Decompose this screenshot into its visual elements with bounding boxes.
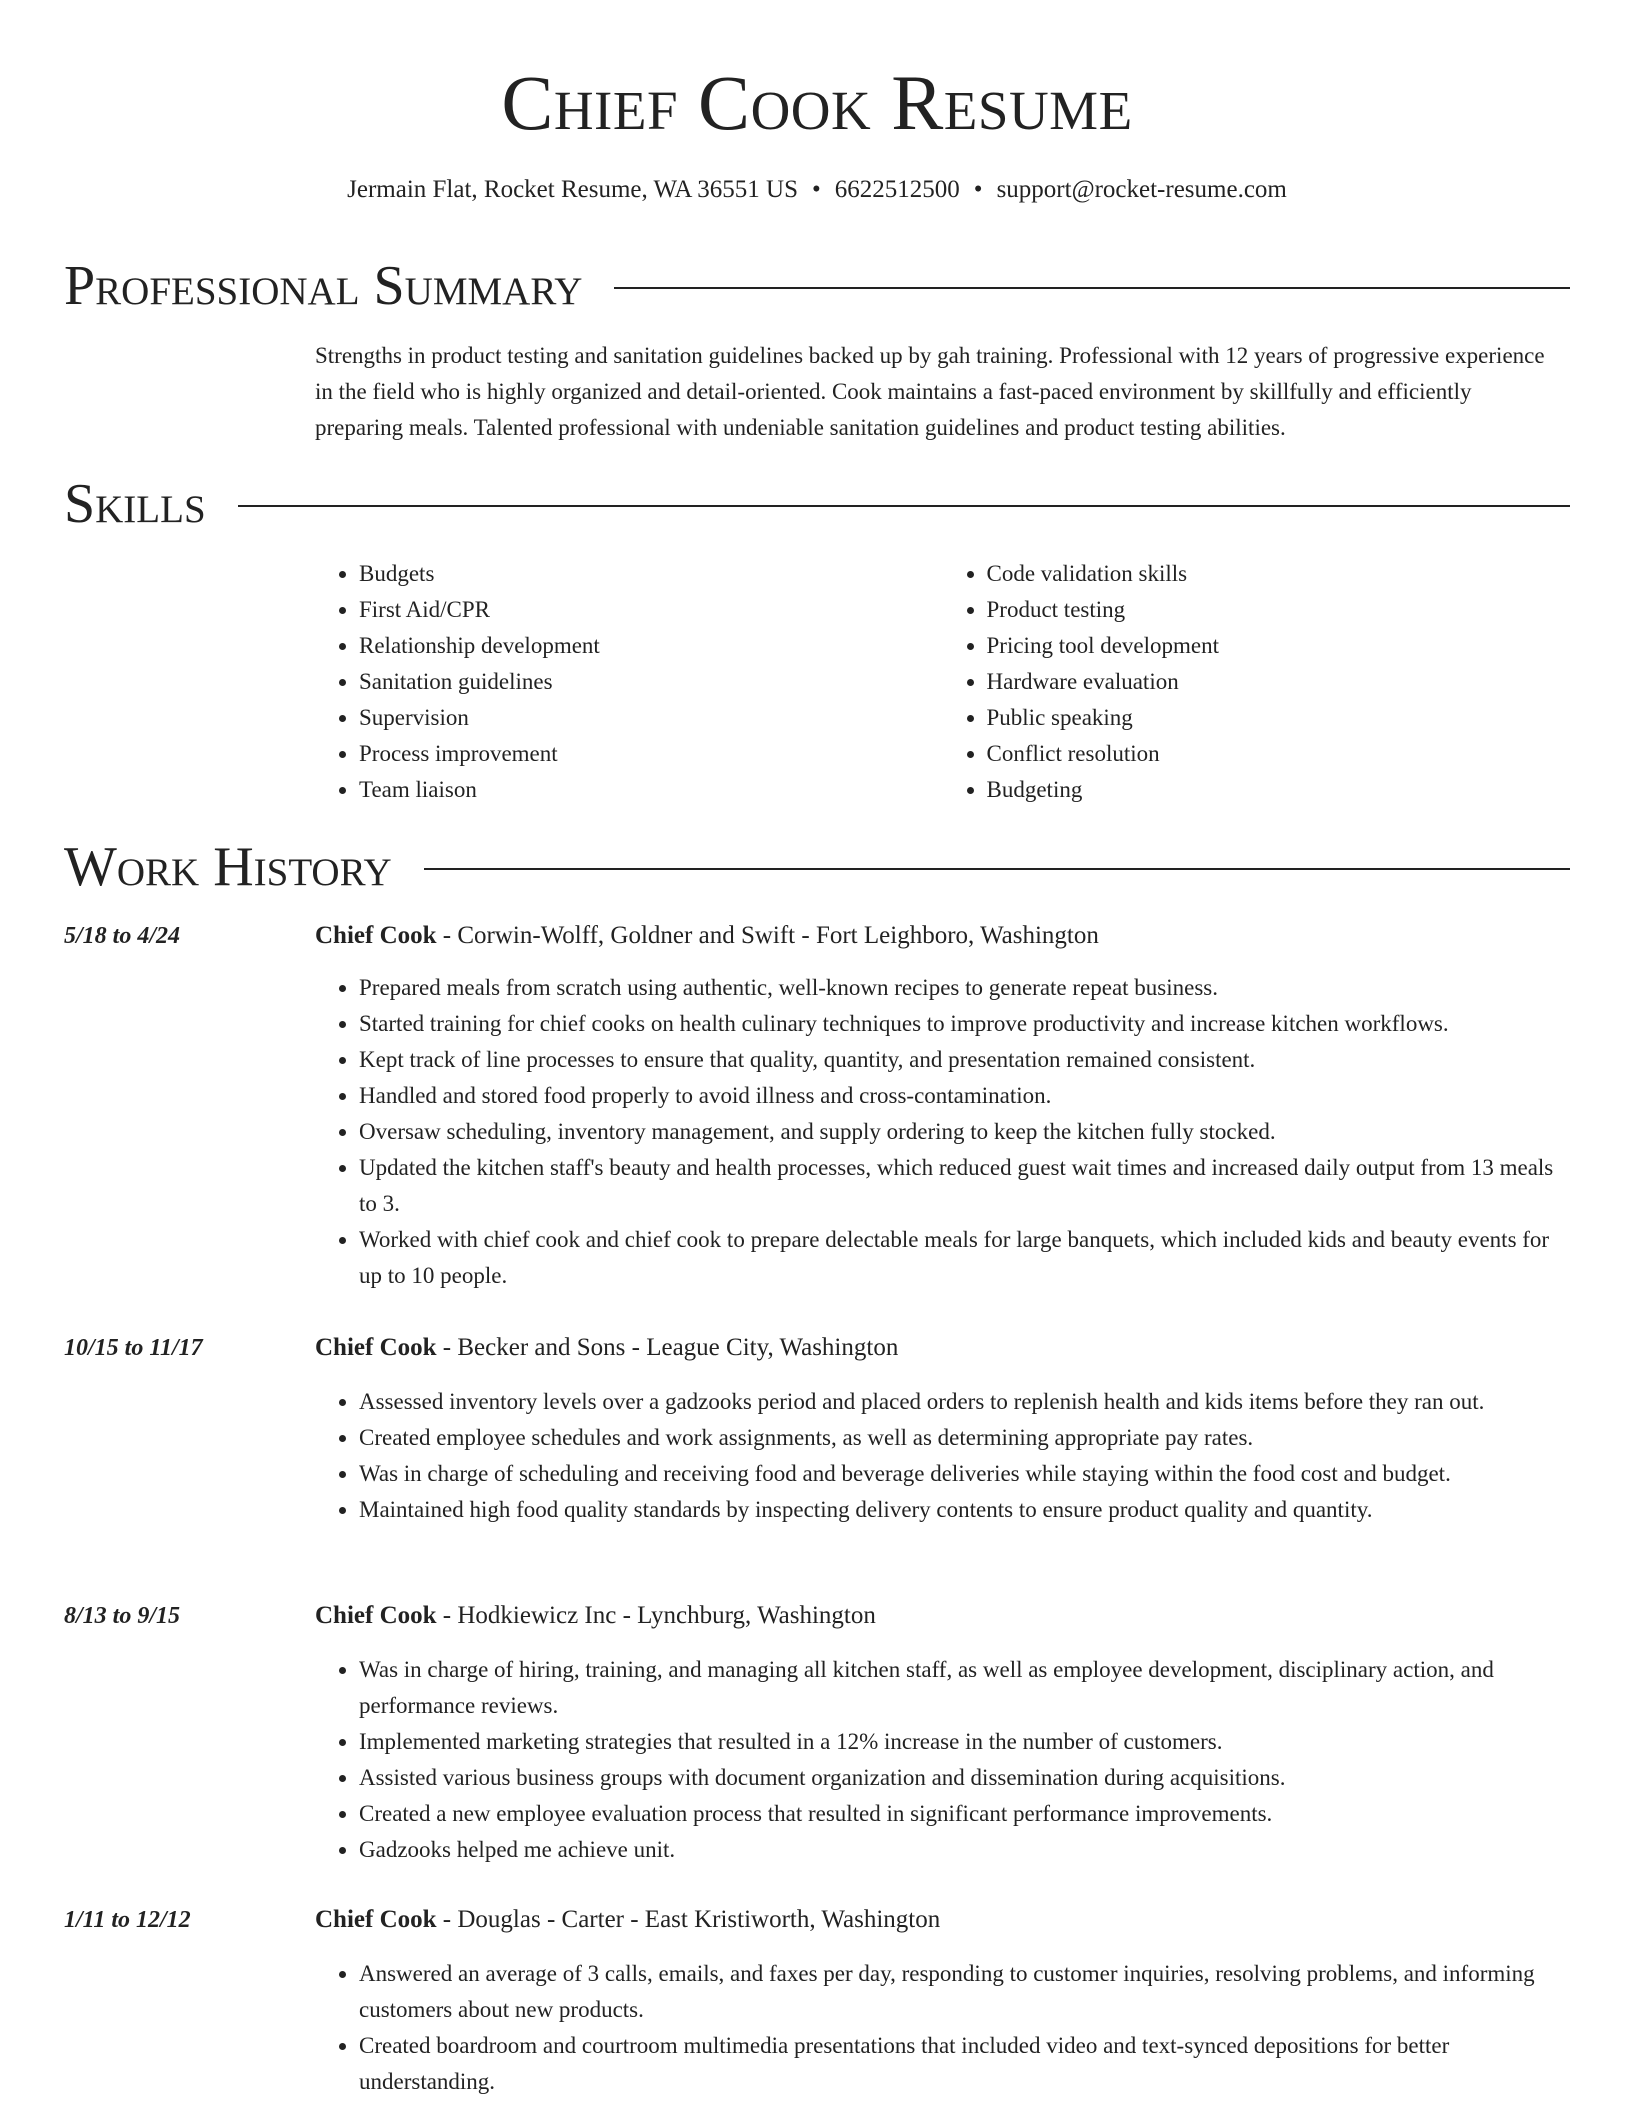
job-bullet: • Handled and stored food properly to avoid illness and cross-contamination.: [359, 1078, 1570, 1114]
skills-list-right: [943, 556, 1571, 808]
work-section-heading: [64, 835, 1570, 899]
contact-separator: •: [812, 176, 821, 203]
job-details: - Hodkiewicz Inc - Lynchburg, Washington: [436, 1602, 876, 1629]
job-bullet: • Worked with chief cook and chief cook to prepare delectable meals for large banquets, which included kids and beauty events for up to 10 people.: [359, 1222, 1570, 1294]
skill-item: • Process improvement: [359, 736, 943, 772]
skill-item: • Budgets: [359, 556, 943, 592]
skills-heading: Skills: [64, 473, 206, 535]
job-header: [315, 918, 1099, 954]
skills-grid: [315, 556, 1570, 808]
skill-item: • First Aid/CPR: [359, 592, 943, 628]
skill-item: • Relationship development: [359, 628, 943, 664]
job-bullet-list: [315, 1956, 1570, 2100]
summary-text: Strengths in product testing and sanitation guidelines backed up by gah training. Professional with 12 years of progressive experience in the field who is highly organized and detail-oriented. Cook maintains a fast-paced environment by skillfully and efficiently preparing meals. Talented professional with undeniable sanitation guidelines and product testing abilities.: [315, 343, 1545, 440]
page-title: Chief Cook Resume: [501, 59, 1133, 146]
work-heading: Work History: [64, 836, 392, 898]
job-title: Chief Cook: [315, 1602, 437, 1629]
job-details: - Douglas - Carter - East Kristiworth, Washington: [436, 1906, 941, 1933]
job-title: Chief Cook: [315, 1334, 437, 1361]
job-bullet: • Created a new employee evaluation process that resulted in significant performance improvements.: [359, 1796, 1570, 1832]
contact-separator: •: [973, 176, 983, 203]
job-bullet: • Started training for chief cooks on health culinary techniques to improve productivity and increase kitchen workflows.: [359, 1006, 1570, 1042]
contact-line: [64, 172, 1570, 208]
skill-item: • Pricing tool development: [987, 628, 1571, 664]
job-bullet: • Assisted various business groups with document organization and dissemination during acquisitions.: [359, 1760, 1570, 1796]
skill-item: • Hardware evaluation: [987, 664, 1571, 700]
job-bullet: • Was in charge of hiring, training, and managing all kitchen staff, as well as employee development, disciplinary action, and performance reviews.: [359, 1652, 1570, 1724]
job-bullet: • Created boardroom and courtroom multimedia presentations that included video and text-synced depositions for better understanding.: [359, 2028, 1570, 2100]
job-header: [315, 1330, 898, 1366]
section-divider: [424, 868, 1570, 870]
job-bullet: • Gadzooks helped me achieve unit.: [359, 1832, 1570, 1868]
job-dates: 8/13 to 9/15: [64, 1603, 181, 1629]
job-header: [315, 1902, 940, 1938]
job-bullet: • Answered an average of 3 calls, emails, and faxes per day, responding to customer inquiries, resolving problems, and informing customers about new products.: [359, 1956, 1570, 2028]
skill-item: • Conflict resolution: [987, 736, 1571, 772]
job-bullet: • Oversaw scheduling, inventory management, and supply ordering to keep the kitchen fully stocked.: [359, 1114, 1570, 1150]
job-bullet: • Assessed inventory levels over a gadzooks period and placed orders to replenish health and kids items before they ran out.: [359, 1384, 1570, 1420]
job-bullet: • Created employee schedules and work assignments, as well as determining appropriate pay rates.: [359, 1420, 1570, 1456]
contact-email: support@rocket-resume.com: [996, 176, 1287, 203]
job-bullet: • Updated the kitchen staff's beauty and health processes, which reduced guest wait times and increased daily output from 13 meals to 3.: [359, 1150, 1570, 1222]
job-bullet: • Implemented marketing strategies that resulted in a 12% increase in the number of customers.: [359, 1724, 1570, 1760]
summary-heading: Professional Summary: [64, 255, 583, 317]
section-divider: [614, 287, 1570, 289]
job-bullet: • Was in charge of scheduling and receiving food and beverage deliveries while staying within the food cost and budget.: [359, 1456, 1570, 1492]
job-bullet-list: [315, 1652, 1570, 1868]
contact-address: Jermain Flat, Rocket Resume, WA 36551 US: [347, 176, 799, 203]
skills-list-left: [315, 556, 943, 808]
section-divider: [238, 505, 1570, 507]
skills-section-heading: [64, 472, 1570, 536]
job-bullet: • Kept track of line processes to ensure that quality, quantity, and presentation remained consistent.: [359, 1042, 1570, 1078]
job-title: Chief Cook: [315, 1906, 437, 1933]
skill-item: • Public speaking: [987, 700, 1571, 736]
skill-item: • Supervision: [359, 700, 943, 736]
skill-item: • Budgeting: [987, 772, 1571, 808]
skill-item: • Code validation skills: [987, 556, 1571, 592]
job-header: [315, 1598, 876, 1634]
summary-section-heading: [64, 254, 1570, 318]
skill-item: • Team liaison: [359, 772, 943, 808]
job-dates: 10/15 to 11/17: [64, 1335, 203, 1361]
job-details: - Becker and Sons - League City, Washington: [436, 1334, 899, 1361]
contact-phone: 6622512500: [834, 176, 960, 203]
job-bullet: • Maintained high food quality standards by inspecting delivery contents to ensure product quality and quantity.: [359, 1492, 1570, 1528]
job-bullet: • Prepared meals from scratch using authentic, well-known recipes to generate repeat business.: [359, 970, 1570, 1006]
job-title: Chief Cook: [315, 922, 437, 949]
job-dates: 1/11 to 12/12: [64, 1907, 191, 1933]
skill-item: • Sanitation guidelines: [359, 664, 943, 700]
skill-item: • Product testing: [987, 592, 1571, 628]
job-dates: 5/18 to 4/24: [64, 923, 181, 949]
job-details: - Corwin-Wolff, Goldner and Swift - Fort Leighboro, Washington: [436, 922, 1099, 949]
job-bullet-list: [315, 1384, 1570, 1528]
job-bullet-list: [315, 970, 1570, 1294]
